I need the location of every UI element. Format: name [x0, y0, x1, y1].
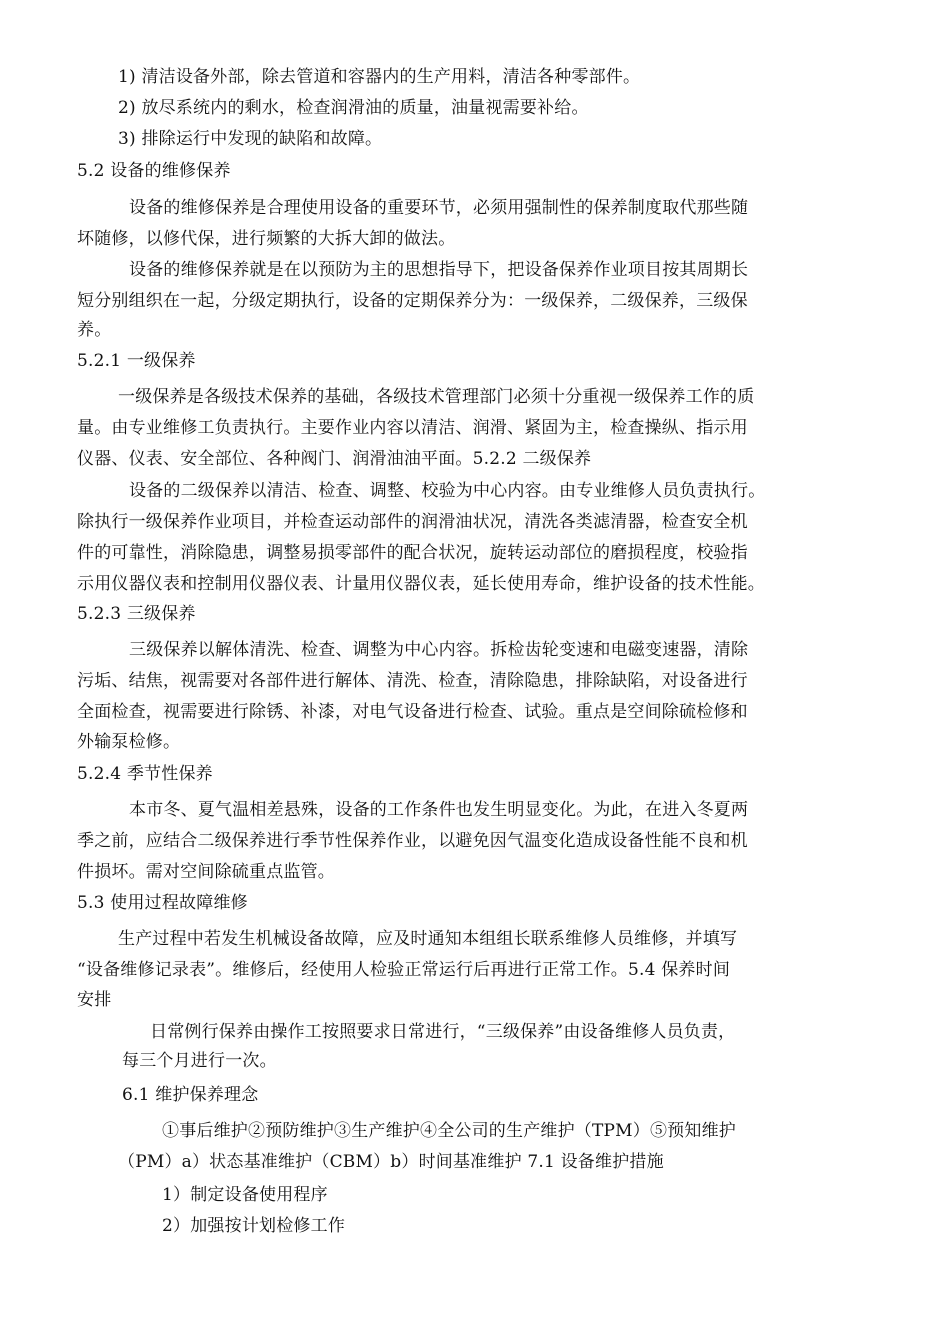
paragraph-line: 设备的维修保养是合理使用设备的重要环节，必须用强制性的保养制度取代那些随: [129, 198, 749, 218]
paragraph-line: 三级保养以解体清洗、检查、调整为中心内容。拆检齿轮变速和电磁变速器，清除: [129, 640, 749, 660]
paragraph-line: 仪器、仪表、安全部位、各种阀门、润滑油油平面。5.2.2 二级保养: [77, 449, 592, 469]
paragraph-line: 外输泵检修。: [77, 732, 181, 752]
paragraph-line: 坏随修，以修代保，进行频繁的大拆大卸的做法。: [77, 229, 456, 249]
paragraph-line: ①事后维护②预防维护③生产维护④全公司的生产维护（TPM）⑤预知维护: [162, 1121, 736, 1141]
paragraph-line: 生产过程中若发生机械设备故障，应及时通知本组组长联系维修人员维修，并填写: [118, 929, 738, 949]
paragraph-line: 污垢、结焦，视需要对各部件进行解体、清洗、检查，清除隐患，排除缺陷，对设备进行: [77, 671, 748, 691]
paragraph-line: “设备维修记录表”。维修后，经使用人检验正常运行后再进行正常工作。5.4 保养时间: [77, 960, 731, 980]
paragraph-line: 设备的维修保养就是在以预防为主的思想指导下，把设备保养作业项目按其周期长: [129, 260, 749, 280]
paragraph-line: 养。: [77, 320, 112, 340]
paragraph-line: 件损坏。需对空间除硫重点监管。: [77, 862, 335, 882]
paragraph-line: 一级保养是各级技术保养的基础，各级技术管理部门必须十分重视一级保养工作的质: [118, 387, 755, 407]
paragraph-line: 安排: [77, 990, 112, 1010]
paragraph-line: 件的可靠性，消除隐患，调整易损零部件的配合状况，旋转运动部位的磨损程度，校验指: [77, 543, 748, 563]
paragraph-line: 除执行一级保养作业项目，并检查运动部件的润滑油状况，清洗各类滤清器，检查安全机: [77, 512, 748, 532]
list-item: 1）制定设备使用程序: [162, 1185, 328, 1205]
paragraph-line: 本市冬、夏气温相差悬殊，设备的工作条件也发生明显变化。为此，在进入冬夏两: [129, 800, 749, 820]
section-heading-6-1: 6.1 维护保养理念: [122, 1085, 259, 1105]
section-heading-5-2-3: 5.2.3 三级保养: [77, 604, 196, 624]
paragraph-line: 日常例行保养由操作工按照要求日常进行，“三级保养”由设备维修人员负责，: [150, 1022, 736, 1042]
list-item: 2) 放尽系统内的剩水，检查润滑油的质量，油量视需要补给。: [118, 98, 589, 118]
paragraph-line: 设备的二级保养以清洁、检查、调整、校验为中心内容。由专业维修人员负责执行。: [129, 481, 766, 501]
list-item: 3) 排除运行中发现的缺陷和故障。: [118, 129, 383, 149]
section-heading-5-3: 5.3 使用过程故障维修: [77, 893, 248, 913]
paragraph-line: 每三个月进行一次。: [122, 1051, 277, 1071]
paragraph-line: 示用仪器仪表和控制用仪器仪表、计量用仪器仪表，延长使用寿命，维护设备的技术性能。: [77, 574, 765, 594]
paragraph-line: 全面检查，视需要进行除锈、补漆，对电气设备进行检查、试验。重点是空间除硫检修和: [77, 702, 748, 722]
list-item: 2）加强按计划检修工作: [162, 1216, 346, 1236]
paragraph-line: 短分别组织在一起，分级定期执行，设备的定期保养分为：一级保养，二级保养，三级保: [77, 291, 748, 311]
section-heading-5-2-4: 5.2.4 季节性保养: [77, 764, 213, 784]
section-heading-5-2: 5.2 设备的维修保养: [77, 161, 231, 181]
section-heading-5-2-1: 5.2.1 一级保养: [77, 351, 196, 371]
paragraph-line: 量。由专业维修工负责执行。主要作业内容以清洁、润滑、紧固为主，检查操纵、指示用: [77, 418, 748, 438]
paragraph-line: 季之前，应结合二级保养进行季节性保养作业，以避免因气温变化造成设备性能不良和机: [77, 831, 748, 851]
list-item: 1) 清洁设备外部，除去管道和容器内的生产用料，清洁各种零部件。: [118, 67, 641, 87]
paragraph-line: （PM）a）状态基准维护（CBM）b）时间基准维护 7.1 设备维护措施: [118, 1152, 664, 1172]
